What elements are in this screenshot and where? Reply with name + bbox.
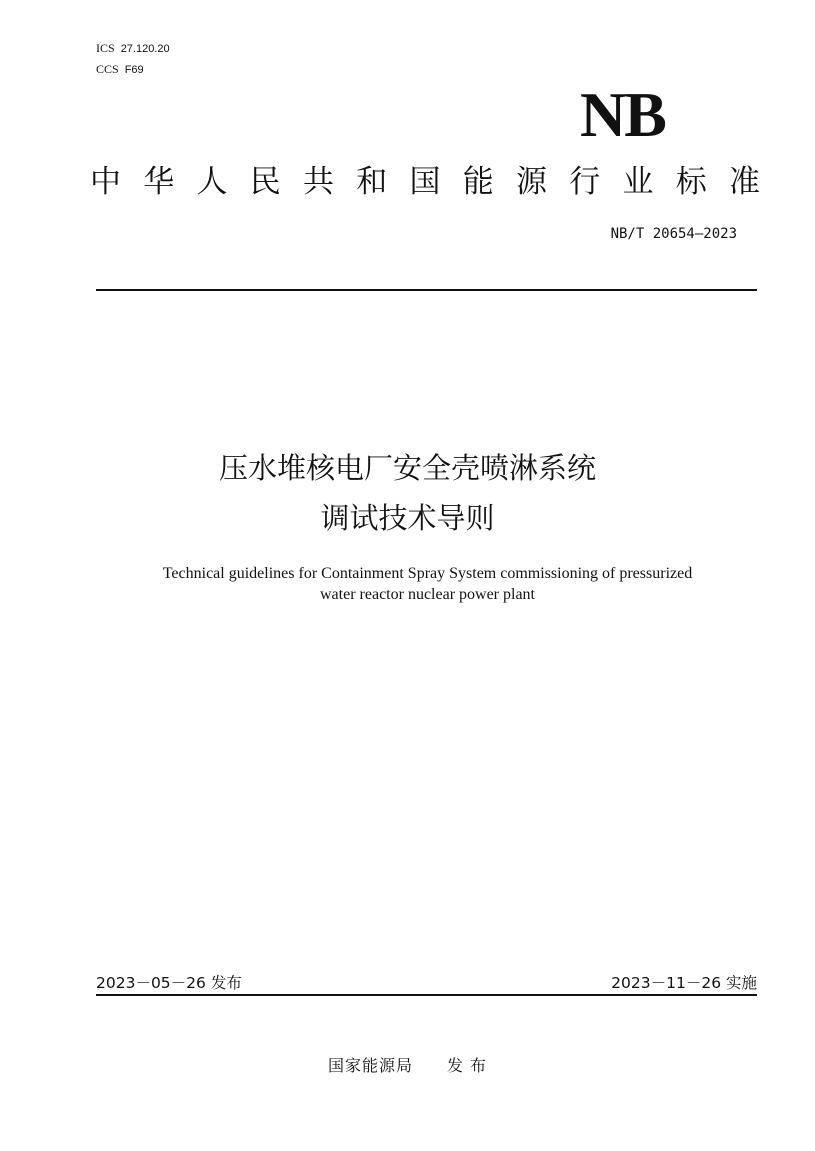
standard-type-char: 源 <box>516 163 547 200</box>
publisher-action: 发 布 <box>446 1056 488 1075</box>
nb-logo: NB <box>580 79 665 150</box>
ics-classification <box>96 41 170 56</box>
standard-type-char: 民 <box>249 163 281 200</box>
standard-type-char: 中 <box>90 163 121 200</box>
issue-date: 2023－05－26 发布 <box>96 974 242 992</box>
standard-type-char: 国 <box>409 163 441 200</box>
standard-type-char: 行 <box>569 163 601 200</box>
chinese-title-line-2: 调试技术导则 <box>320 501 495 535</box>
english-title <box>60 563 795 605</box>
ccs-classification <box>96 62 144 77</box>
standard-type-title <box>90 156 760 200</box>
chinese-title <box>0 443 815 543</box>
standard-type-char: 准 <box>729 163 760 200</box>
standard-type-char: 能 <box>462 163 494 200</box>
english-title-line-1: Technical guidelines for Containment Spray System commissioning of pressurized <box>162 565 693 582</box>
ccs-code: F69 <box>124 64 144 76</box>
english-title-line-2: water reactor nuclear power plant <box>320 586 535 603</box>
standard-type-char: 华 <box>143 163 175 200</box>
publisher-org: 国家能源局 <box>327 1056 413 1075</box>
standard-type-char: 标 <box>675 163 707 200</box>
ccs-label: CCS <box>96 62 119 76</box>
ics-label: ICS <box>96 41 115 55</box>
ics-code: 27.120.20 <box>120 43 170 55</box>
top-divider <box>96 289 757 291</box>
standard-type-char: 业 <box>622 163 654 200</box>
standard-type-char: 共 <box>303 163 334 200</box>
standard-type-char: 和 <box>356 163 388 200</box>
implementation-date: 2023－11－26 实施 <box>611 974 757 992</box>
standard-type-char: 人 <box>196 163 228 200</box>
bottom-divider <box>96 994 757 996</box>
chinese-title-line-1: 压水堆核电厂安全壳喷淋系统 <box>218 451 596 485</box>
standard-number: NB/T 20654—2023 <box>610 226 737 242</box>
publisher-line <box>0 1053 815 1076</box>
